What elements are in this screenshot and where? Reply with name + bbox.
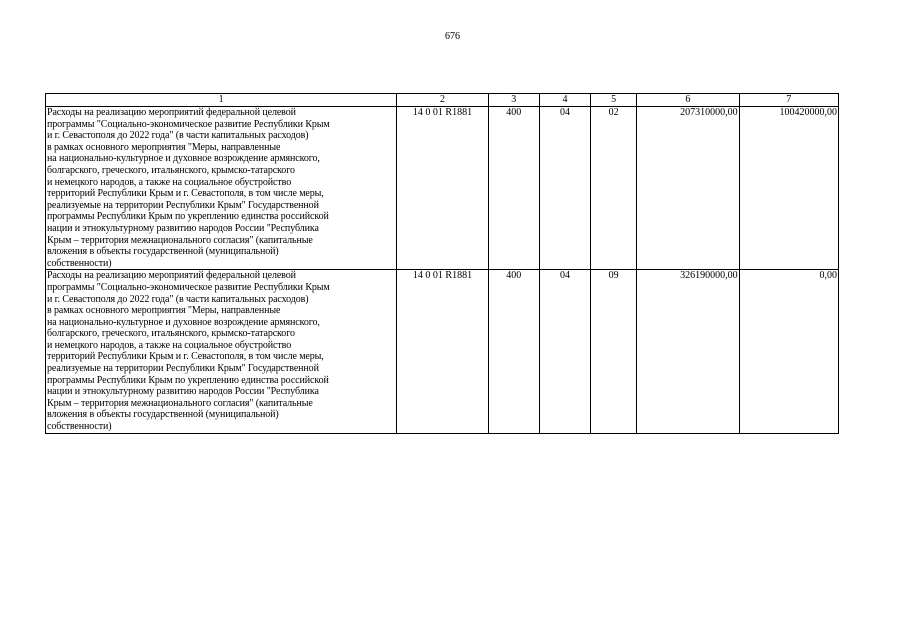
amount-year-2: 0,00 bbox=[739, 270, 838, 433]
column-header-3: 3 bbox=[488, 94, 539, 107]
amount-year-1: 207310000,00 bbox=[637, 107, 739, 270]
table-header-row bbox=[46, 94, 839, 107]
table-row bbox=[46, 107, 839, 270]
section-code: 04 bbox=[539, 107, 590, 270]
amount-year-2: 100420000,00 bbox=[739, 107, 838, 270]
subsection-code: 09 bbox=[591, 270, 637, 433]
page-number: 676 bbox=[445, 31, 460, 42]
expense-type-code: 400 bbox=[488, 270, 539, 433]
column-header-5: 5 bbox=[591, 94, 637, 107]
column-header-6: 6 bbox=[637, 94, 739, 107]
expense-name: Расходы на реализацию мероприятий федеральной целевой программы "Социально-экономическое развитие Республики Крым и г. Севастополя до 2022 года" (в части капитальных расходов) в рамках основного мероприятия "Меры, направленные на национально-культурное и духовное возрождение армянского, болгарского, греческого, итальянского, крымско-татарского и немецкого народов, а также на социальное обустройство территорий Республики Крым и г. Севастополя, в том числе меры, реализуемые на территории Республики Крым" Государственной программы Республики Крым по укреплению единства российской нации и этнокультурному развитию народов России "Республика Крым – территория межнационального согласия" (капитальные вложения в объекты государственной (муниципальной) собственности) bbox=[46, 107, 397, 270]
target-article-code: 14 0 01 R1881 bbox=[397, 107, 488, 270]
expense-name: Расходы на реализацию мероприятий федеральной целевой программы "Социально-экономическое развитие Республики Крым и г. Севастополя до 2022 года" (в части капитальных расходов) в рамках основного мероприятия "Меры, направленные на национально-культурное и духовное возрождение армянского, болгарского, греческого, итальянского, крымско-татарского и немецкого народов, а также на социальное обустройство территорий Республики Крым и г. Севастополя, в том числе меры, реализуемые на территории Республики Крым" Государственной программы Республики Крым по укреплению единства российской нации и этнокультурному развитию народов России "Республика Крым – территория межнационального согласия" (капитальные вложения в объекты государственной (муниципальной) собственности) bbox=[46, 270, 397, 433]
column-header-2: 2 bbox=[397, 94, 488, 107]
expense-type-code: 400 bbox=[488, 107, 539, 270]
column-header-4: 4 bbox=[539, 94, 590, 107]
target-article-code: 14 0 01 R1881 bbox=[397, 270, 488, 433]
section-code: 04 bbox=[539, 270, 590, 433]
column-header-1: 1 bbox=[46, 94, 397, 107]
subsection-code: 02 bbox=[591, 107, 637, 270]
amount-year-1: 326190000,00 bbox=[637, 270, 739, 433]
budget-table bbox=[45, 93, 839, 434]
column-header-7: 7 bbox=[739, 94, 838, 107]
table-row bbox=[46, 270, 839, 433]
